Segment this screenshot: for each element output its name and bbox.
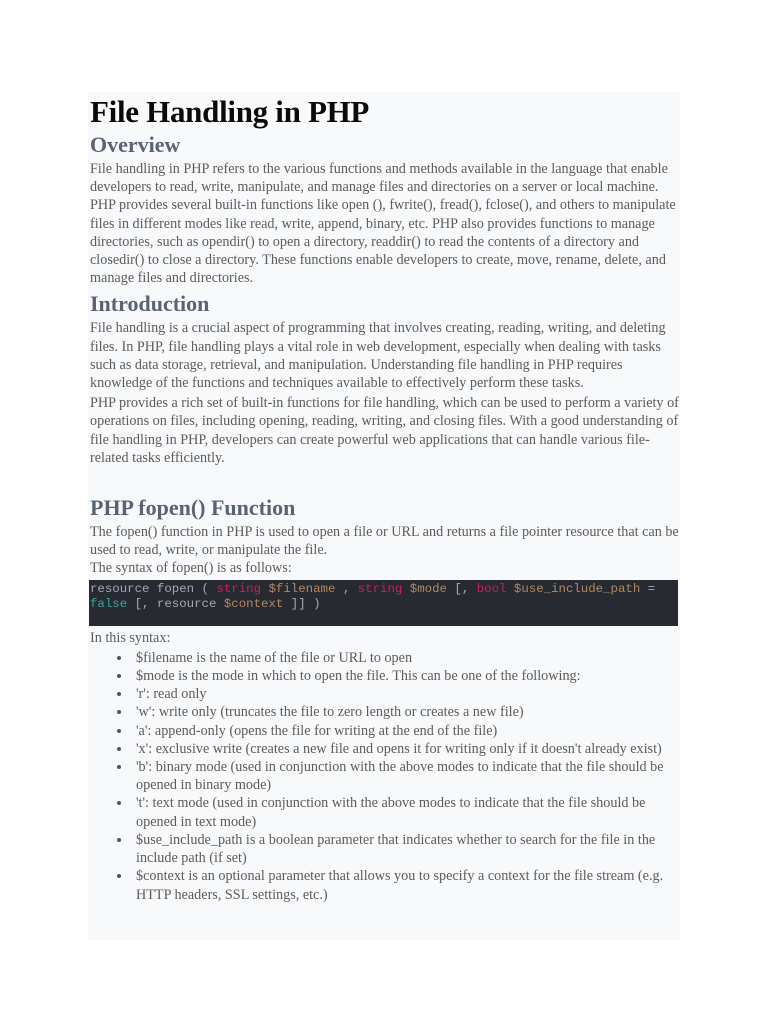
syntax-explanation-intro: In this syntax:	[90, 629, 171, 646]
list-item	[90, 703, 681, 721]
list-item-text: $mode is the mode in which to open the file. This can be one of the following:	[136, 668, 581, 685]
heading-introduction: Introduction	[90, 291, 210, 317]
fopen-description: The fopen() function in PHP is used to open a file or URL and returns a file pointer resource that can be used to read, write, or manipulate the file.	[90, 524, 679, 559]
bullet-icon	[117, 656, 121, 660]
code-token-variable: $use_include_path	[506, 581, 648, 596]
list-item-text: $use_include_path is a boolean parameter that indicates whether to search for the file in the include path (if set)	[136, 831, 656, 867]
list-item-text: 'b': binary mode (used in conjunction with the above modes to indicate that the file should be opened in binary mode)	[136, 759, 664, 794]
code-token: resource fopen (	[90, 581, 217, 596]
list-item	[90, 649, 681, 667]
list-item-text: $filename is the name of the file or URL to open	[136, 649, 413, 666]
code-token-keyword: bool	[476, 581, 507, 596]
code-token-boolean: false	[90, 597, 128, 612]
list-item	[90, 685, 681, 703]
overview-paragraph: File handling in PHP refers to the various functions and methods available in the language that enable developers to read, write, manipulate, and manage files and directories on a server or local machine. PHP provides several built-in functions like open (), fwrite(), fread(), fclose(), and others to manipulate files in different modes like read, write, append, binary, etc. PHP also provides functions to manage directories, such as opendir() to open a directory, readdir() to read the contents of a directory and closedir() to close a directory. These functions enable developers to create, move, rename, delete, and manage files and directories.	[90, 161, 676, 287]
list-item	[90, 667, 681, 685]
heading-overview: Overview	[90, 132, 181, 157]
code-token-variable: $filename	[261, 581, 343, 596]
code-token-keyword: string	[357, 581, 403, 596]
list-item	[90, 794, 681, 830]
list-item-text: 'x': exclusive write (creates a new file and opens it for writing only if it doesn't already exist)	[136, 740, 662, 757]
code-token-variable: $mode	[402, 581, 455, 596]
code-line-2	[90, 597, 678, 613]
bullet-icon	[117, 747, 121, 751]
bullet-icon	[117, 710, 121, 714]
list-item	[90, 867, 681, 903]
parameter-list	[90, 649, 680, 904]
code-line-1	[90, 582, 678, 598]
code-token: ]] )	[283, 597, 321, 612]
code-token: ,	[342, 581, 358, 596]
list-item	[90, 740, 681, 758]
bullet-icon	[117, 838, 121, 842]
heading-fopen-function: PHP fopen() Function	[90, 495, 296, 521]
list-item	[90, 758, 681, 794]
bullet-icon	[117, 729, 121, 733]
code-block	[89, 580, 678, 626]
list-item-text: 't': text mode (used in conjunction with the above modes to indicate that the file should be opened in text mode)	[136, 795, 646, 830]
code-token-variable: $context	[223, 597, 284, 612]
code-token: [, resource	[127, 597, 224, 612]
bullet-icon	[117, 874, 121, 878]
bullet-icon	[117, 674, 121, 678]
introduction-paragraph-1: File handling is a crucial aspect of programming that involves creating, reading, writing, and deleting files. In PHP, file handling plays a vital role in web development, especially when dealing with tasks such as data storage, retrieval, and manipulation. Understanding file handling in PHP requires knowledge of the functions and techniques available to effectively perform these tasks.	[90, 320, 666, 392]
list-item-text: 'w': write only (truncates the file to zero length or creates a new file)	[136, 704, 524, 721]
list-item	[90, 831, 681, 867]
bullet-icon	[117, 692, 121, 696]
list-item	[90, 722, 681, 740]
introduction-paragraph-2: PHP provides a rich set of built-in functions for file handling, which can be used to perform a variety of operations on files, including opening, reading, writing, and closing files. With a good understanding of file handling in PHP, developers can create powerful web applications that can handle various file-related tasks efficiently.	[90, 395, 679, 466]
bullet-icon	[117, 801, 121, 805]
code-token: [,	[454, 581, 477, 596]
list-item-text: 'r': read only	[136, 686, 207, 703]
list-item-text: $context is an optional parameter that allows you to specify a context for the file stream (e.g. HTTP headers, SSL settings, etc.)	[136, 868, 664, 903]
page-title: File Handling in PHP	[90, 94, 370, 129]
fopen-syntax-intro: The syntax of fopen() is as follows:	[90, 560, 292, 577]
code-token: =	[647, 581, 656, 596]
code-token-keyword: string	[216, 581, 262, 596]
list-item-text: 'a': append-only (opens the file for writing at the end of the file)	[136, 722, 498, 739]
bullet-icon	[117, 765, 121, 769]
document-body	[90, 94, 680, 904]
